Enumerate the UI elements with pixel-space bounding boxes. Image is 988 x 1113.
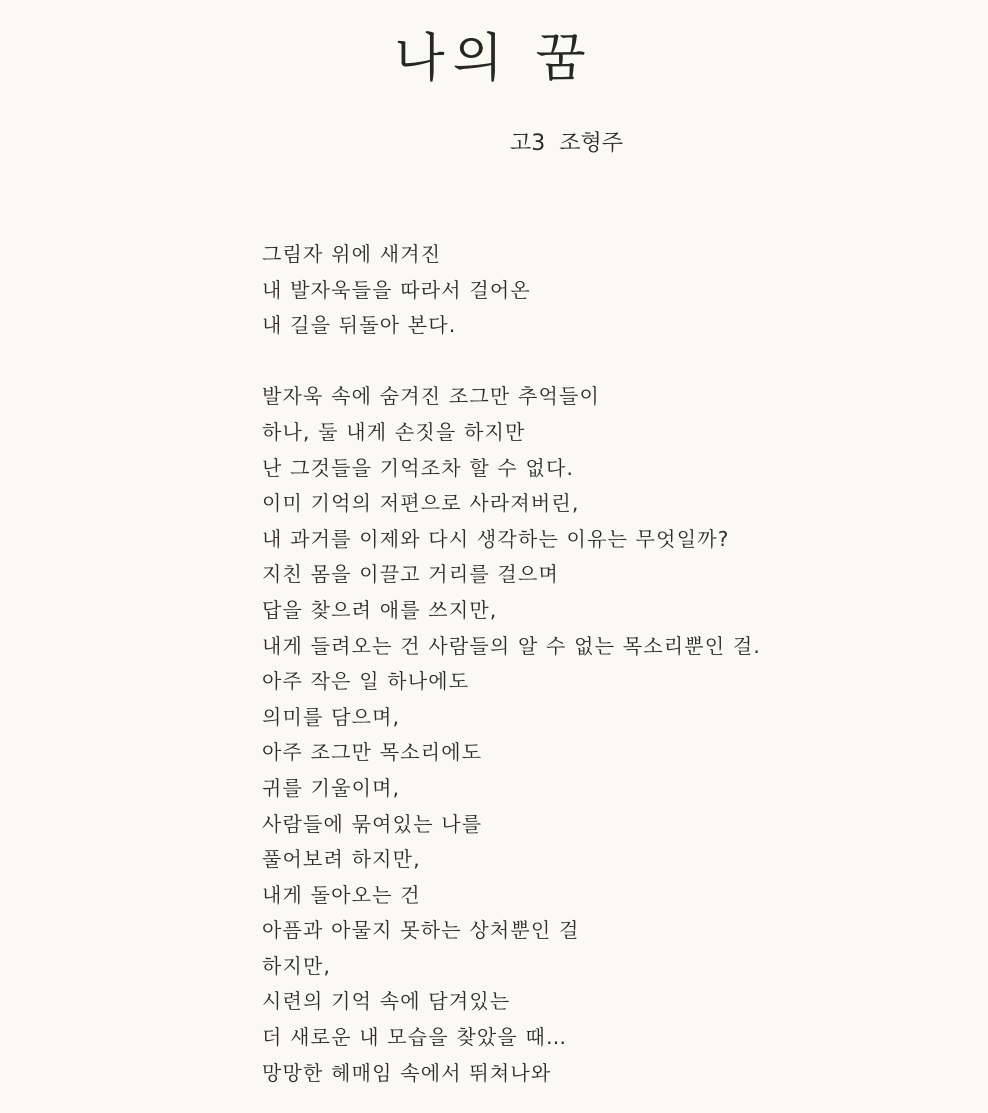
poem-line: 풀어보려 하지만, xyxy=(262,847,421,872)
poem-line: 그림자 위에 새겨진 xyxy=(262,242,442,266)
poem-line: 더 새로운 내 모습을 찾았을 때… xyxy=(262,1025,568,1050)
poem-line: 발자욱 속에 숨겨진 조그만 추억들이 xyxy=(262,384,601,409)
poem-line: 내게 들려오는 건 사람들의 알 수 없는 목소리뿐인 걸. xyxy=(262,633,761,658)
poem-line: 아주 작은 일 하나에도 xyxy=(262,669,470,694)
poem-line: 의미를 담으며, xyxy=(262,704,401,729)
poem-line: 시련의 기억 속에 담겨있는 xyxy=(262,989,511,1014)
poem-line: 귀를 기울이며, xyxy=(262,775,401,800)
poem-line: 사람들에 묶여있는 나를 xyxy=(262,811,483,836)
poem-line: 이미 기억의 저편으로 사라져버린, xyxy=(262,491,580,516)
poem-line: 내 과거를 이제와 다시 생각하는 이유는 무엇일까? xyxy=(262,526,730,551)
poem-line: 아픔과 아물지 못하는 상처뿐인 걸 xyxy=(262,918,580,943)
poem-author: 고3 조형주 xyxy=(510,131,623,156)
poem-line: 아주 조그만 목소리에도 xyxy=(262,740,483,765)
poem-line: 내게 돌아오는 건 xyxy=(262,882,421,907)
poem-body xyxy=(262,237,761,1091)
poem-line: 내 길을 뒤돌아 본다. xyxy=(262,313,457,338)
poem-line: 하지만, xyxy=(262,953,332,978)
poem-stanza xyxy=(262,237,761,344)
poem-stanza xyxy=(262,379,761,1091)
poem-line: 하나, 둘 내게 손짓을 하지만 xyxy=(262,419,526,444)
poem-line: 내 발자욱들을 따라서 걸어온 xyxy=(262,277,531,302)
poem-title: 나의 꿈 xyxy=(394,29,594,89)
poem-line: 망망한 헤매임 속에서 뛰쳐나와 xyxy=(262,1060,552,1085)
poem-line: 지친 몸을 이끌고 거리를 걸으며 xyxy=(262,562,559,587)
poem-line: 답을 찾으려 애를 쓰지만, xyxy=(262,597,498,622)
stanza-break xyxy=(262,344,761,380)
poem-line: 난 그것들을 기억조차 할 수 없다. xyxy=(262,455,575,480)
